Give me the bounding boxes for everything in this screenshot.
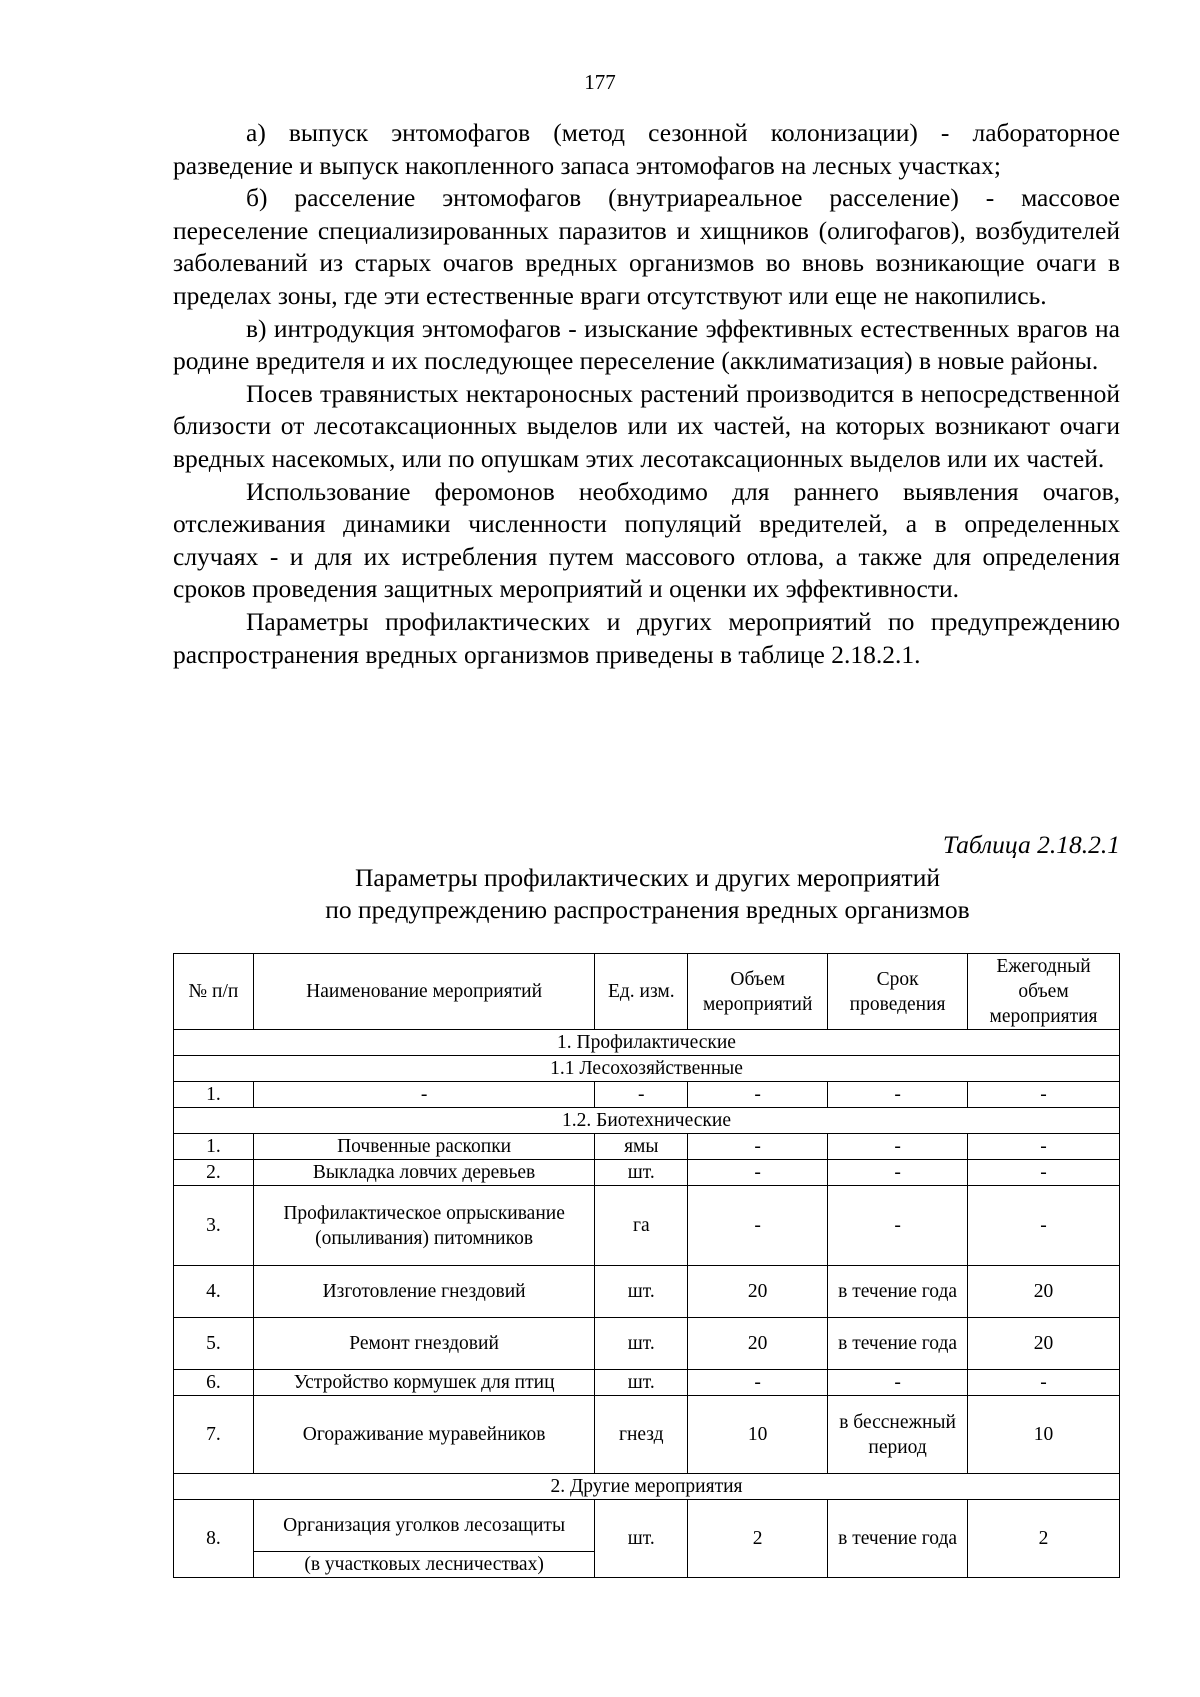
table-row [174,1396,1120,1474]
table-row [174,1160,1120,1186]
paragraph: в) интродукция энтомофагов - изыскание эффективных естественных врагов на родине вредителя и их последующее переселение (акклиматизация) в новые районы. [173,313,1120,376]
header-num: № п/п [174,954,254,1030]
cell-unit: гнезд [595,1396,688,1474]
cell-name: Изготовление гнездовий [253,1266,595,1318]
body-text [173,117,1120,671]
cell-unit: шт. [595,1370,688,1396]
cell-annual: 2 [968,1500,1120,1578]
table-row [174,1370,1120,1396]
table-title-line: по предупреждению распространения вредных организмов [325,895,970,924]
table-title [0,862,1200,926]
cell-num: 8. [174,1500,254,1578]
cell-unit: га [595,1186,688,1266]
paragraph: б) расселение энтомофагов (внутриареальное расселение) - массовое переселение специализированных паразитов и хищников (олигофагов), возбудителей заболеваний из старых очагов вредных организмов во вновь возникающие очаги в пределах зоны, где эти естественные враги отсутствуют или еще не накопились. [173,183,1120,310]
cell-unit: шт. [595,1160,688,1186]
header-term: Срок проведения [828,954,968,1030]
cell-term: в течение года [828,1318,968,1370]
cell-term: - [828,1082,968,1108]
section-title: 1.1 Лесохозяйственные [174,1056,1120,1082]
cell-volume: - [688,1186,828,1266]
cell-name: Профилактическое опрыскивание (опыливания) питомников [253,1186,595,1266]
cell-num: 1. [174,1082,254,1108]
cell-term: - [828,1160,968,1186]
cell-term: в течение года [828,1500,968,1578]
cell-volume: - [688,1160,828,1186]
paragraph: Параметры профилактических и других мероприятий по предупреждению распространения вредных организмов приведены в таблице 2.18.2.1. [173,606,1120,669]
cell-num: 7. [174,1396,254,1474]
cell-unit: - [595,1082,688,1108]
cell-annual: 20 [968,1318,1120,1370]
cell-volume: - [688,1082,828,1108]
cell-volume: - [688,1370,828,1396]
section-row [174,1030,1120,1056]
cell-num: 1. [174,1134,254,1160]
section-title: 1.2. Биотехнические [174,1108,1120,1134]
cell-annual: - [968,1160,1120,1186]
cell-term: - [828,1370,968,1396]
cell-term: - [828,1186,968,1266]
section-title: 2. Другие мероприятия [174,1474,1120,1500]
cell-annual: - [968,1186,1120,1266]
header-name: Наименование мероприятий [253,954,595,1030]
cell-annual: - [968,1082,1120,1108]
cell-name: Устройство кормушек для птиц [253,1370,595,1396]
table-header-row [174,954,1120,1030]
section-title: 1. Профилактические [174,1030,1120,1056]
cell-name: Ремонт гнездовий [253,1318,595,1370]
cell-volume: 10 [688,1396,828,1474]
page-number: 177 [584,70,616,94]
cell-name-extra: (в участковых лесничествах) [253,1552,595,1578]
paragraph: Использование феромонов необходимо для раннего выявления очагов, отслеживания динамики численности популяций вредителей, а в определенных случаях - и для их истребления путем массового отлова, а также для определения сроков проведения защитных мероприятий и оценки их эффективности. [173,476,1120,604]
cell-volume: 20 [688,1266,828,1318]
cell-name: - [253,1082,595,1108]
cell-annual: 20 [968,1266,1120,1318]
cell-volume: - [688,1134,828,1160]
cell-num: 5. [174,1318,254,1370]
header-volume: Объем мероприятий [688,954,828,1030]
cell-term: в бесснежный период [828,1396,968,1474]
cell-name: Выкладка ловчих деревьев [253,1160,595,1186]
cell-annual: 10 [968,1396,1120,1474]
cell-unit: шт. [595,1266,688,1318]
header-annual: Ежегодный объем мероприятия [968,954,1120,1030]
cell-unit: шт. [595,1318,688,1370]
section-row [174,1108,1120,1134]
cell-volume: 2 [688,1500,828,1578]
cell-volume: 20 [688,1318,828,1370]
cell-name: Почвенные раскопки [253,1134,595,1160]
table-row [174,1134,1120,1160]
table-row [174,1500,1120,1552]
table-row [174,1082,1120,1108]
table-row [174,1318,1120,1370]
table-row [174,1266,1120,1318]
section-row [174,1056,1120,1082]
cell-num: 6. [174,1370,254,1396]
cell-unit: ямы [595,1134,688,1160]
paragraph: а) выпуск энтомофагов (метод сезонной колонизации) - лабораторное разведение и выпуск накопленного запаса энтомофагов на лесных участках; [173,118,1120,180]
cell-num: 3. [174,1186,254,1266]
cell-unit: шт. [595,1500,688,1578]
cell-num: 4. [174,1266,254,1318]
table-title-line: Параметры профилактических и других мероприятий [355,863,940,892]
table-row [174,1186,1120,1266]
section-row [174,1474,1120,1500]
header-unit: Ед. изм. [595,954,688,1030]
cell-annual: - [968,1134,1120,1160]
paragraph: Посев травянистых нектароносных растений производится в непосредственной близости от лесотаксационных выделов или их частей, на которых возникают очаги вредных насекомых, или по опушкам этих лесотаксационных выделов или их частей. [173,378,1120,473]
cell-term: - [828,1134,968,1160]
cell-term: в течение года [828,1266,968,1318]
table-label: Таблица 2.18.2.1 [942,830,1120,859]
cell-num: 2. [174,1160,254,1186]
cell-name: Организация уголков лесозащиты [253,1500,595,1552]
cell-name: Огораживание муравейников [253,1396,595,1474]
cell-annual: - [968,1370,1120,1396]
measures-table [173,953,1120,1578]
